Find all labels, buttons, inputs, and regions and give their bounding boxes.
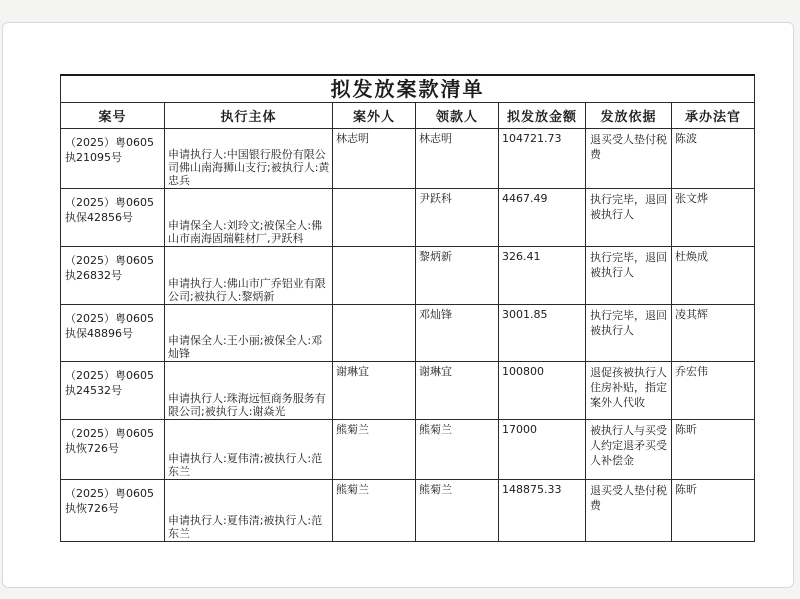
amount: 100800 [499,362,586,420]
judge-name: 凌其辉 [672,305,755,362]
amount: 4467.49 [499,189,586,247]
document-title: 拟发放案款清单 [61,75,755,103]
disbursement-table [60,74,755,542]
basis: 执行完毕，退回被执行人 [586,247,672,305]
executing-parties: 申请执行人:夏伟清;被执行人:范东兰 [165,480,333,542]
outsider-name: 林志明 [333,129,416,189]
case-number: （2025）粤0605执保42856号 [61,189,165,247]
judge-name: 张文烨 [672,189,755,247]
case-number: （2025）粤0605执恢726号 [61,420,165,480]
header-basis: 发放依据 [586,103,672,129]
recipient-name: 黎炳新 [416,247,499,305]
header-executor: 执行主体 [165,103,333,129]
case-number: （2025）粤0605执恢726号 [61,480,165,542]
executing-parties: 申请执行人:中国银行股份有限公司佛山南海狮山支行;被执行人:黄忠兵 [165,129,333,189]
table-row [61,247,755,305]
amount: 326.41 [499,247,586,305]
basis: 退买受人垫付税费 [586,480,672,542]
basis: 执行完毕，退回被执行人 [586,189,672,247]
outsider-name [333,189,416,247]
outsider-name [333,247,416,305]
table-row [61,480,755,542]
amount: 17000 [499,420,586,480]
outsider-name: 谢琳宜 [333,362,416,420]
case-number: （2025）粤0605执24532号 [61,362,165,420]
table-row [61,305,755,362]
outsider-name: 熊菊兰 [333,420,416,480]
table-row [61,129,755,189]
table-row [61,362,755,420]
table-row [61,420,755,480]
recipient-name: 邓灿锋 [416,305,499,362]
executing-parties: 申请执行人:夏伟清;被执行人:范东兰 [165,420,333,480]
amount: 3001.85 [499,305,586,362]
judge-name: 陈波 [672,129,755,189]
header-amount: 拟发放金额 [499,103,586,129]
outsider-name [333,305,416,362]
recipient-name: 林志明 [416,129,499,189]
case-number: （2025）粤0605执保48896号 [61,305,165,362]
judge-name: 杜焕成 [672,247,755,305]
recipient-name: 熊菊兰 [416,420,499,480]
basis: 被执行人与买受人约定退矛买受人补偿金 [586,420,672,480]
basis: 退促孩被执行人住房补贴，指定案外人代收 [586,362,672,420]
executing-parties: 申请保全人:王小丽;被保全人:邓灿锋 [165,305,333,362]
executing-parties: 申请执行人:珠海远恒商务服务有限公司;被执行人:谢焱光 [165,362,333,420]
recipient-name: 谢琳宜 [416,362,499,420]
judge-name: 乔宏伟 [672,362,755,420]
header-judge: 承办法官 [672,103,755,129]
recipient-name: 熊菊兰 [416,480,499,542]
table-row [61,189,755,247]
amount: 104721.73 [499,129,586,189]
amount: 148875.33 [499,480,586,542]
basis: 执行完毕，退回被执行人 [586,305,672,362]
header-recipient: 领款人 [416,103,499,129]
case-number: （2025）粤0605执21095号 [61,129,165,189]
header-outsider: 案外人 [333,103,416,129]
header-case-no: 案号 [61,103,165,129]
judge-name: 陈昕 [672,480,755,542]
outsider-name: 熊菊兰 [333,480,416,542]
judge-name: 陈昕 [672,420,755,480]
header-row [61,103,755,129]
basis: 退买受人垫付税费 [586,129,672,189]
case-number: （2025）粤0605执26832号 [61,247,165,305]
executing-parties: 申请保全人:刘玲文;被保全人:佛山市南海固瑞鞋材厂,尹跃科 [165,189,333,247]
recipient-name: 尹跃科 [416,189,499,247]
executing-parties: 申请执行人:佛山市广乔铝业有限公司;被执行人:黎炳新 [165,247,333,305]
